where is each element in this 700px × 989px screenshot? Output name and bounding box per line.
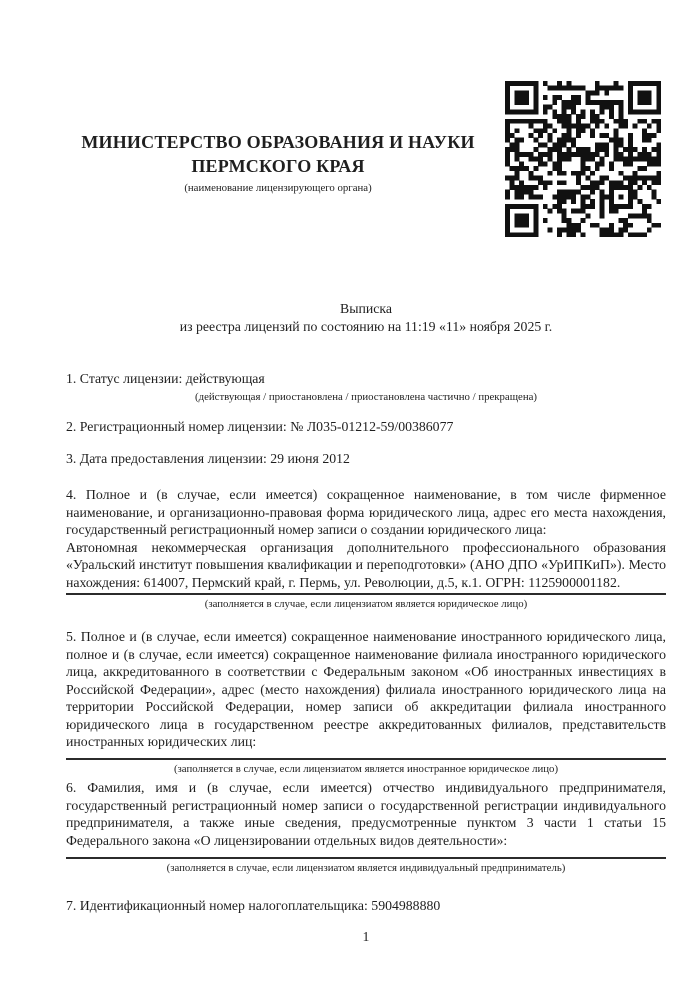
item-license-status xyxy=(66,370,666,404)
fill-line-foreign-entity xyxy=(66,758,666,760)
entrepreneur-caption: (заполняется в случае, если лицензиатом является индивидуальный предприниматель) xyxy=(166,862,566,874)
item-grant-date xyxy=(66,450,666,468)
item-foreign-legal-entity xyxy=(66,628,666,776)
registration-number-text: 2. Регистрационный номер лицензии: № Л035-01212-59/00386077 xyxy=(66,419,454,434)
license-status-text: 1. Статус лицензии: действующая xyxy=(66,371,265,386)
fill-line-entrepreneur xyxy=(66,857,666,859)
item-registration-number xyxy=(66,418,666,436)
licensing-authority-header xyxy=(66,130,490,195)
legal-entity-value: Автономная некоммерческая организация дополнительного профессионального образования «Уральский институт повышения квалификации и переподготовки» (АНО ДПО «УрИПКиП»). Место нахождения: 614007, Пермский край, г. Пермь, ул. Революции, д.5, к.1. ОГРН: 1125900001182. xyxy=(66,539,666,590)
grant-date-text: 3. Дата предоставления лицензии: 29 июня 2012 xyxy=(66,451,350,466)
entrepreneur-label: 6. Фамилия, имя и (в случае, если имеется) отчество индивидуального предпринимателя, государственный регистрационный номер записи о государственной регистрации индивидуального предпринимателя, а также иные сведения, предусмотренные пунктом 3 части 1 статьи 15 Федерального закона «О лицензировании отдельных видов деятельности»: xyxy=(66,780,666,848)
qr-code-icon xyxy=(505,81,661,237)
taxpayer-number-text: 7. Идентификационный номер налогоплательщика: 5904988880 xyxy=(66,898,441,913)
legal-entity-label: 4. Полное и (в случае, если имеется) сокращенное наименование, в том числе фирменное наименование, и организационно-правовая форма юридического лица, адрес его места нахождения, государственный регистрационный номер записи о создании юридического лица: xyxy=(66,487,666,537)
item-taxpayer-number xyxy=(66,897,666,915)
license-status-caption: (действующая / приостановлена / приостановлена частично / прекращена) xyxy=(195,390,537,403)
item-individual-entrepreneur xyxy=(66,779,666,875)
document-title-line2: из реестра лицензий по состоянию на 11:19 «11» ноября 2025 г. xyxy=(179,318,553,334)
ministry-caption: (наименование лицензирующего органа) xyxy=(184,182,372,194)
foreign-entity-caption: (заполняется в случае, если лицензиатом является иностранное юридическое лицо) xyxy=(173,762,559,775)
foreign-entity-label: 5. Полное и (в случае, если имеется) сокращенное наименование иностранного юридического лица, полное и (в случае, если имеется) сокращенное наименование филиала иностранного юридического лица, аккредитованного в соответствии с Федеральным законом «Об иностранных инвестициях в Российской Федерации», адрес (место нахождения) филиала иностранного юридического лица на территории Российской Федерации, номер записи об аккредитации филиала иностранного юридического лица в государственном реестре аккредитованных филиалов, представительств иностранных юридических лиц: xyxy=(66,629,666,749)
document-title xyxy=(66,300,666,335)
legal-entity-caption: (заполняется в случае, если лицензиатом является юридическое лицо) xyxy=(204,598,528,610)
ministry-name-line2: ПЕРМСКОГО КРАЯ xyxy=(191,156,365,176)
document-title-line1: Выписка xyxy=(340,301,392,316)
fill-line-legal-entity xyxy=(66,593,666,595)
item-legal-entity xyxy=(66,486,666,611)
page-number: 1 xyxy=(362,929,370,944)
ministry-name-line1: МИНИСТЕРСТВО ОБРАЗОВАНИЯ И НАУКИ xyxy=(81,132,475,152)
